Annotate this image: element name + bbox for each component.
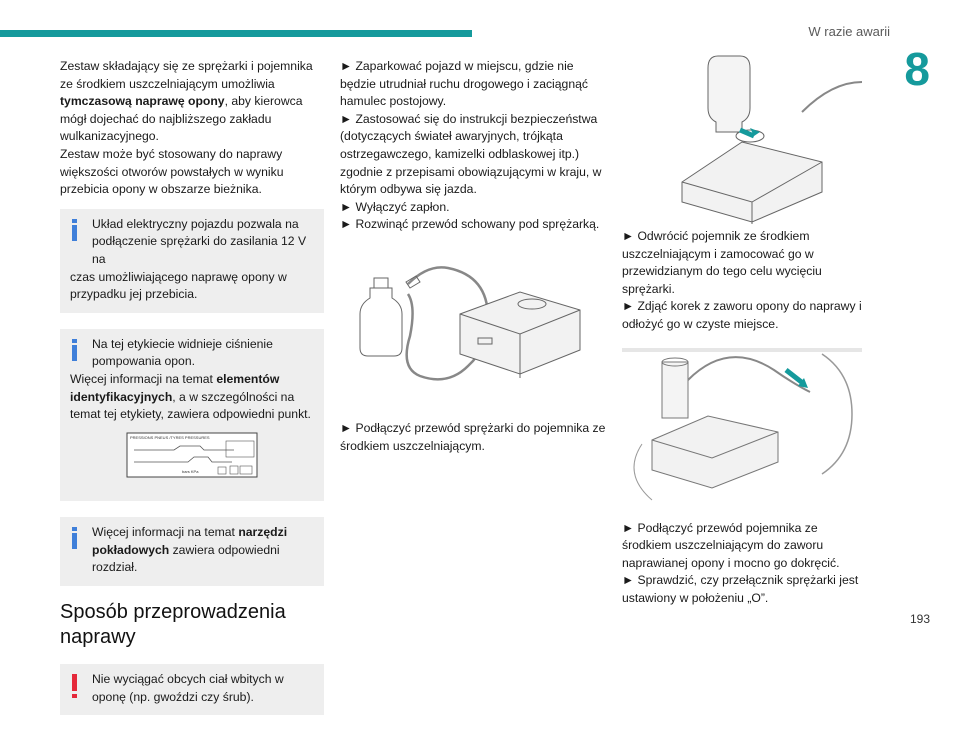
step-item: ► Zaparkować pojazd w miejscu, gdzie nie będzie utrudniał ruchu drogowego i zaciągnąć hamulec postojowy.: [340, 59, 588, 109]
step-item: ► Odwrócić pojemnik ze środkiem uszczelniającym i zamocować go w przewidzianym do tego celu wycięciu sprężarki.: [622, 229, 822, 296]
warning-note: Nie wyciągać obcych ciał wbitych w oponę (np. gwoździ czy śrub).: [60, 664, 324, 715]
tyre-pressure-label-image: [126, 432, 258, 478]
column-middle: [340, 58, 606, 455]
step-item: ► Zastosować się do instrukcji bezpieczeństwa (dotyczących świateł awaryjnych, trójkąta ostrzegawczego, kamizelki odblaskowej itp.) zgodnie z przepisami obowiązującymi w kraju, w którym odbywa się jazda.: [340, 111, 602, 197]
info-icon: [72, 219, 77, 241]
header-accent-bar: [0, 30, 472, 37]
steps-list-a: [340, 58, 606, 234]
steps-list-c: [622, 228, 862, 334]
step-item: ► Podłączyć przewód pojemnika ze środkiem uszczelniającym do zaworu naprawianej opony i mocno go dokręcić.: [622, 520, 840, 570]
info-icon: [72, 339, 77, 361]
bottle-insert-illustration: [622, 52, 862, 222]
step-item: ► Podłączyć przewód sprężarki do pojemnika ze środkiem uszczelniającym.: [340, 420, 606, 453]
svg-text:bars KPa: bars KPa: [182, 468, 199, 474]
info-icon: [72, 527, 77, 549]
step-item: ► Rozwinąć przewód schowany pod sprężarką.: [340, 217, 600, 232]
info-note-12v: Układ elektryczny pojazdu pozwala na podłączenie sprężarki do zasilania 12 V na czas umożliwiającego naprawę opony w przypadku jej przebicia.: [60, 209, 324, 313]
chapter-number: 8: [904, 43, 930, 95]
warning-icon: [72, 674, 77, 698]
section-heading: Sposób przeprowadzenia naprawy: [60, 601, 286, 649]
valve-connect-illustration: [622, 344, 862, 514]
steps-list-b: [340, 420, 606, 455]
column-right: [622, 58, 862, 608]
page-number: 193: [909, 612, 930, 626]
compressor-hose-illustration: [340, 244, 606, 412]
svg-text:PRESSIONS PNEUS /TYRES PRESSUR: PRESSIONS PNEUS /TYRES PRESSURES: [130, 434, 210, 440]
step-item: ► Wyłączyć zapłon.: [340, 199, 450, 214]
step-item: ► Sprawdzić, czy przełącznik sprężarki jest ustawiony w położeniu „O”.: [622, 573, 859, 605]
info-note-label: Na tej etykiecie widnieje ciśnienie pompowania opon. Więcej informacji na temat elementów identyfikacyjnych, a w szczególności na temat tej etykiety, zawiera odpowiedni punkt. PRESSIONS PNEUS /TYRES PRESSURES bars KPa: [60, 329, 324, 502]
step-item: ► Zdjąć korek z zaworu opony do naprawy i odłożyć go w czyste miejsce.: [622, 299, 862, 331]
steps-list-d: [622, 520, 862, 608]
column-left: [60, 58, 324, 729]
intro-paragraph: Zestaw składający się ze sprężarki i pojemnika ze środkiem uszczelniającym umożliwia tymczasową naprawę opony, aby kierowca mógł dojechać do najbliższego zakładu wulkanizacyjnego. Zestaw może być stosowany do naprawy większości otworów powstałych w wyniku przebicia opony w obszarze bieżnika.: [60, 59, 313, 197]
page-section-title: W razie awarii: [808, 24, 890, 39]
info-note-tools: Więcej informacji na temat narzędzi pokładowych zawiera odpowiedni rozdział.: [60, 517, 324, 586]
